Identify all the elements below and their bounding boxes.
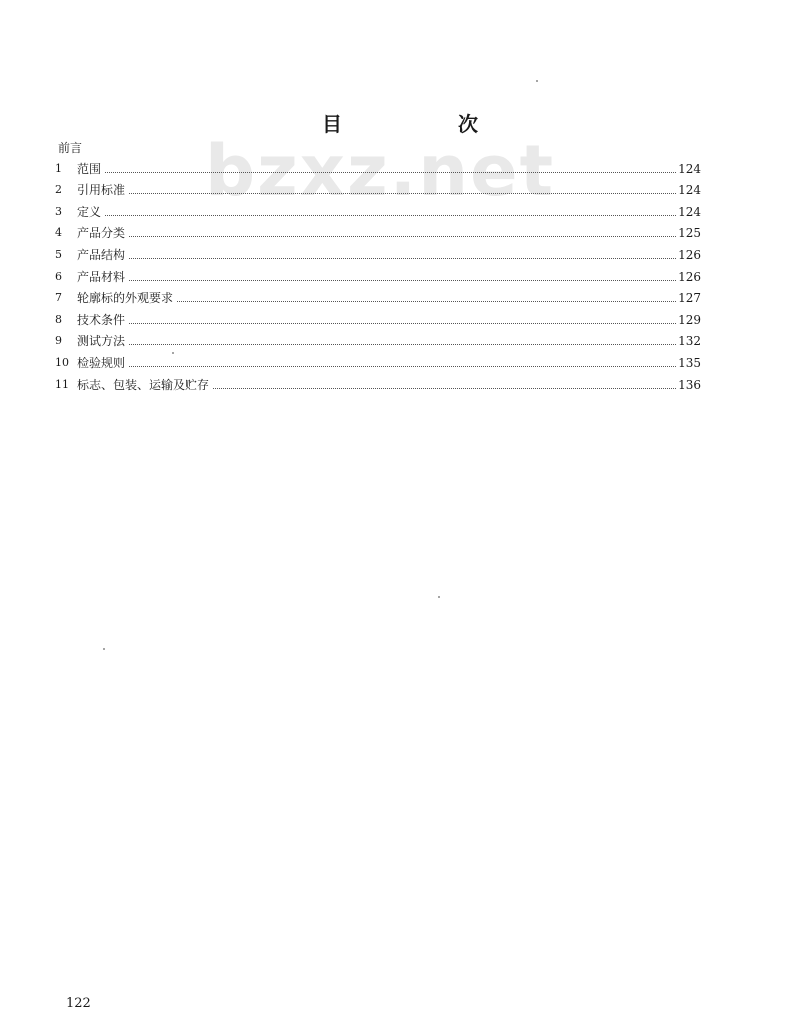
toc-entry-title: 轮廓标的外观要求 [77, 291, 174, 306]
toc-entry-title: 技术条件 [77, 312, 126, 327]
toc-entry-page: 136 [678, 377, 701, 392]
toc-leader-dots [105, 214, 676, 216]
toc-entry[interactable] [55, 328, 701, 350]
toc-entry-number: 7 [55, 291, 62, 305]
scan-speck [536, 80, 538, 82]
toc-entry[interactable] [55, 220, 701, 242]
toc-entry-page: 126 [678, 269, 701, 284]
toc-entry-number: 1 [55, 161, 62, 175]
toc-leader-dots [129, 192, 676, 194]
toc-entry[interactable] [55, 198, 701, 220]
toc-entry[interactable] [55, 241, 701, 263]
toc-foreword-label: 前言 [58, 141, 83, 155]
toc-entry-page: 132 [678, 334, 701, 349]
toc-leader-dots [129, 235, 676, 237]
toc-entry-page: 124 [678, 161, 701, 176]
toc-entry-page: 129 [678, 312, 701, 327]
toc-leader-dots [129, 322, 676, 324]
toc-entry-number: 4 [55, 226, 62, 240]
toc-entry-title: 定义 [77, 204, 102, 219]
toc-leader-dots [213, 387, 676, 389]
toc-entry-title: 范围 [77, 161, 102, 176]
toc-entry-title: 引用标准 [77, 183, 126, 198]
toc-entry[interactable] [55, 263, 701, 285]
toc-entry[interactable] [55, 371, 701, 393]
toc-entry-title: 标志、包装、运输及贮存 [77, 377, 210, 392]
toc-entry-number: 10 [55, 355, 69, 369]
toc-entry[interactable] [55, 306, 701, 328]
toc-entry-page: 124 [678, 204, 701, 219]
toc-entry-number: 8 [55, 312, 62, 326]
toc-leader-dots [129, 343, 676, 345]
toc-entry-page: 135 [678, 355, 701, 370]
toc-leader-dots [129, 257, 676, 259]
page-title: 目 次 [322, 112, 526, 136]
toc-leader-dots [129, 365, 676, 367]
toc-entry-page: 126 [678, 247, 701, 262]
toc-entry-number: 6 [55, 269, 62, 283]
toc-entry-page: 124 [678, 183, 701, 198]
toc-entry-title: 产品材料 [77, 269, 126, 284]
page-number: 122 [66, 996, 91, 1011]
toc-entry-page: 125 [678, 226, 701, 241]
toc-entry[interactable] [55, 177, 701, 199]
toc-entry-title: 产品结构 [77, 247, 126, 262]
table-of-contents [55, 155, 701, 393]
toc-entry-number: 2 [55, 183, 62, 197]
toc-entry-title: 检验规则 [77, 355, 126, 370]
toc-entry[interactable] [55, 285, 701, 307]
toc-leader-dots [177, 300, 676, 302]
toc-entry-number: 11 [55, 377, 69, 391]
toc-entry[interactable] [55, 155, 701, 177]
toc-entry-title: 产品分类 [77, 226, 126, 241]
toc-entry-page: 127 [678, 291, 701, 306]
toc-leader-dots [105, 171, 676, 173]
toc-leader-dots [129, 279, 676, 281]
watermark: bzxz.net [204, 130, 556, 212]
toc-entry-number: 5 [55, 247, 62, 261]
toc-entry[interactable] [55, 349, 701, 371]
scan-speck [438, 596, 440, 598]
toc-entry-title: 测试方法 [77, 334, 126, 349]
toc-entry-number: 3 [55, 204, 62, 218]
scan-speck [103, 648, 105, 650]
toc-entry-number: 9 [55, 334, 62, 348]
